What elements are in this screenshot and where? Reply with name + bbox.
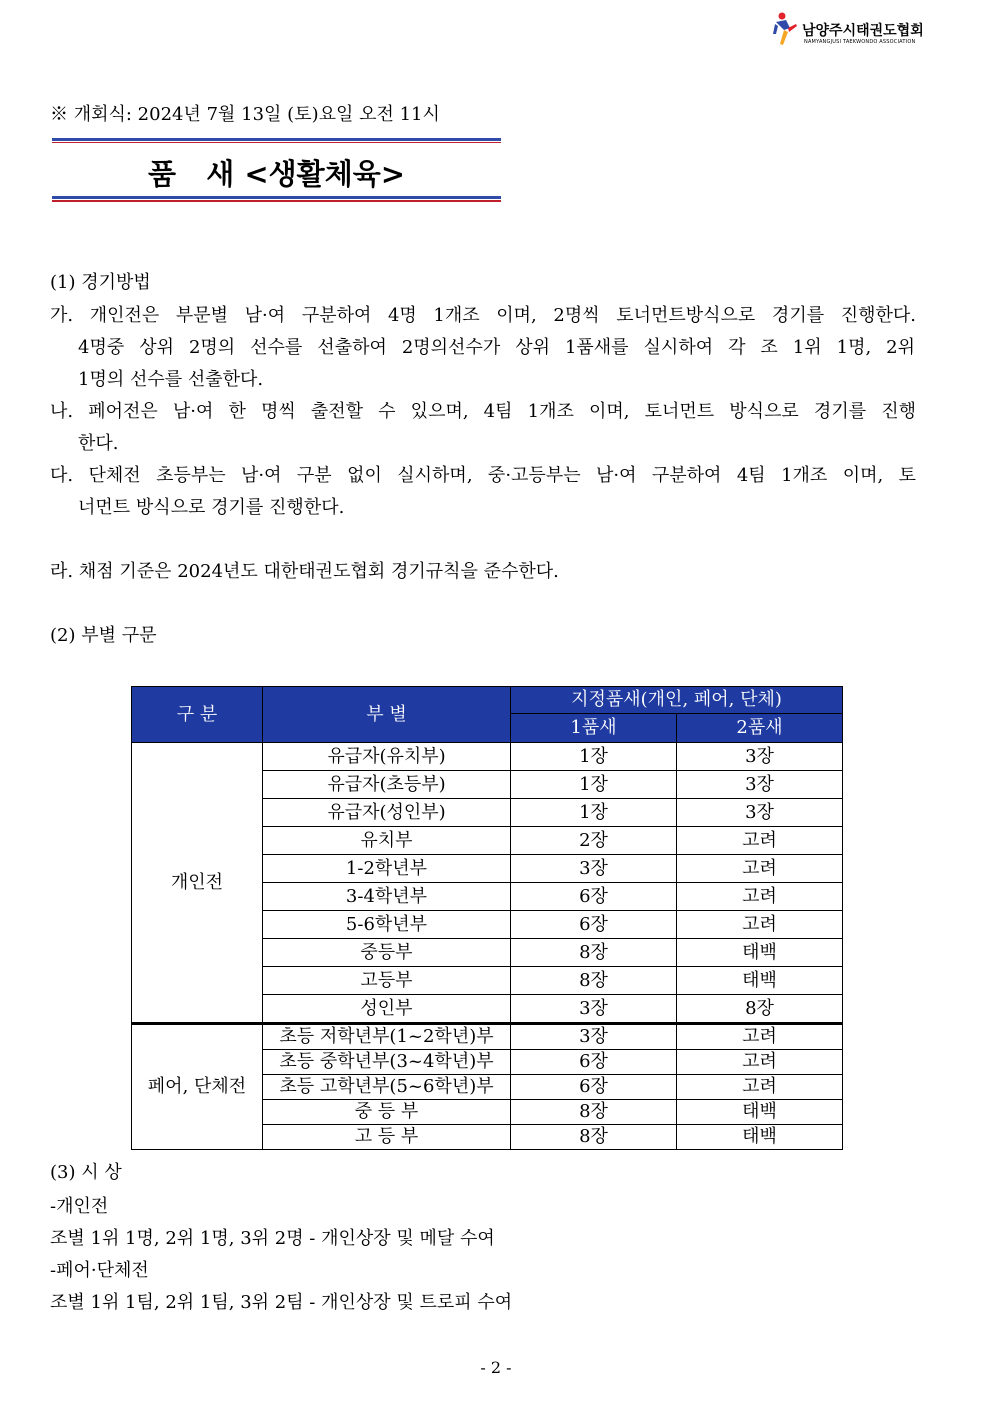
division-cell: 초등 고학년부(5~6학년)부: [263, 1075, 511, 1100]
section2-heading: (2) 부별 구문: [50, 625, 157, 646]
second-poomsae-cell: 고려: [677, 883, 843, 911]
second-poomsae-cell: 고려: [677, 827, 843, 855]
header-category: 구 분: [132, 687, 263, 743]
second-poomsae-cell: 3장: [677, 799, 843, 827]
division-cell: 초등 중학년부(3~4학년)부: [263, 1050, 511, 1075]
first-poomsae-cell: 8장: [511, 939, 677, 967]
second-poomsae-cell: 고려: [677, 855, 843, 883]
second-poomsae-cell: 태백: [677, 939, 843, 967]
first-poomsae-cell: 6장: [511, 1075, 677, 1100]
first-poomsae-cell: 3장: [511, 1024, 677, 1050]
rule-line: 1명의 선수를 선출한다.: [78, 369, 264, 390]
rule-line: 너먼트 방식으로 경기를 진행한다.: [78, 497, 345, 518]
division-cell: 유급자(초등부): [263, 771, 511, 799]
first-poomsae-cell: 6장: [511, 883, 677, 911]
section3-heading: (3) 시 상: [50, 1162, 122, 1183]
org-name: 남양주시태권도협회: [802, 23, 924, 39]
title-bottom-rule: [52, 196, 501, 199]
org-english-name: NAMYANGJUSI TAEKWONDO ASSOCIATION: [804, 39, 916, 45]
division-cell: 1-2학년부: [263, 855, 511, 883]
category-team: 페어, 단체전: [132, 1024, 263, 1150]
header-poomsae: 지정품새(개인, 페어, 단체): [511, 687, 843, 714]
rule-line: 라. 채점 기준은 2024년도 대한태권도협회 경기규칙을 준수한다.: [50, 561, 559, 582]
header-division: 부 별: [263, 687, 511, 743]
first-poomsae-cell: 1장: [511, 743, 677, 771]
first-poomsae-cell: 6장: [511, 1050, 677, 1075]
rule-line: 4명중 상위 2명의 선수를 선출하여 2명의선수가 상위 1품새를 실시하여 각 조 1위 1명, 2위: [78, 337, 915, 358]
second-poomsae-cell: 태백: [677, 1100, 843, 1125]
page-number: - 2 -: [480, 1358, 512, 1377]
first-poomsae-cell: 3장: [511, 995, 677, 1024]
division-cell: 고 등 부: [263, 1125, 511, 1150]
division-cell: 중등부: [263, 939, 511, 967]
rule-line: 한다.: [78, 433, 119, 454]
first-poomsae-cell: 2장: [511, 827, 677, 855]
section1-heading: (1) 경기방법: [50, 272, 151, 293]
division-cell: 고등부: [263, 967, 511, 995]
title-top-rule: [52, 138, 501, 141]
header-second-poomsae: 2품새: [677, 714, 843, 743]
taekwondo-logo-icon: [772, 10, 798, 48]
table-row: [132, 743, 843, 771]
second-poomsae-cell: 태백: [677, 967, 843, 995]
second-poomsae-cell: 고려: [677, 911, 843, 939]
division-cell: 3-4학년부: [263, 883, 511, 911]
second-poomsae-cell: 8장: [677, 995, 843, 1024]
second-poomsae-cell: 고려: [677, 1024, 843, 1050]
division-table: [131, 686, 843, 1150]
rule-line: 나. 페어전은 남·여 한 명씩 출전할 수 있으며, 4팀 1개조 이며, 토너먼트 방식으로 경기를 진행: [50, 401, 916, 422]
second-poomsae-cell: 3장: [677, 771, 843, 799]
first-poomsae-cell: 6장: [511, 911, 677, 939]
org-logo: [772, 10, 932, 52]
second-poomsae-cell: 고려: [677, 1075, 843, 1100]
division-cell: 초등 저학년부(1~2학년)부: [263, 1024, 511, 1050]
title-bottom-rule-red: [52, 200, 501, 202]
award-line: 조별 1위 1팀, 2위 1팀, 3위 2팀 - 개인상장 및 트로피 수여: [50, 1292, 513, 1313]
table-row: [132, 1024, 843, 1050]
title-box: [52, 138, 501, 202]
rule-line: 가. 개인전은 부문별 남·여 구분하여 4명 1개조 이며, 2명씩 토너먼트방식으로 경기를 진행한다.: [50, 305, 916, 326]
second-poomsae-cell: 고려: [677, 1050, 843, 1075]
division-cell: 5-6학년부: [263, 911, 511, 939]
first-poomsae-cell: 3장: [511, 855, 677, 883]
division-cell: 유급자(성인부): [263, 799, 511, 827]
rule-line: 다. 단체전 초등부는 남·여 구분 없이 실시하며, 중·고등부는 남·여 구분하여 4팀 1개조 이며, 토: [50, 465, 916, 486]
first-poomsae-cell: 8장: [511, 1100, 677, 1125]
division-cell: 중 등 부: [263, 1100, 511, 1125]
opening-ceremony-note: ※ 개회식: 2024년 7월 13일 (토)요일 오전 11시: [50, 104, 440, 125]
division-cell: 유치부: [263, 827, 511, 855]
first-poomsae-cell: 8장: [511, 967, 677, 995]
award-line: 조별 1위 1명, 2위 1명, 3위 2명 - 개인상장 및 메달 수여: [50, 1228, 495, 1249]
second-poomsae-cell: 3장: [677, 743, 843, 771]
page-title: 품 새 <생활체육>: [147, 157, 406, 191]
first-poomsae-cell: 1장: [511, 771, 677, 799]
header-first-poomsae: 1품새: [511, 714, 677, 743]
award-line: -페어·단체전: [50, 1260, 149, 1281]
first-poomsae-cell: 8장: [511, 1125, 677, 1150]
first-poomsae-cell: 1장: [511, 799, 677, 827]
category-individual: 개인전: [132, 743, 263, 1024]
second-poomsae-cell: 태백: [677, 1125, 843, 1150]
title-top-rule-red: [52, 142, 501, 143]
award-line: -개인전: [50, 1196, 109, 1217]
division-cell: 유급자(유치부): [263, 743, 511, 771]
division-cell: 성인부: [263, 995, 511, 1024]
